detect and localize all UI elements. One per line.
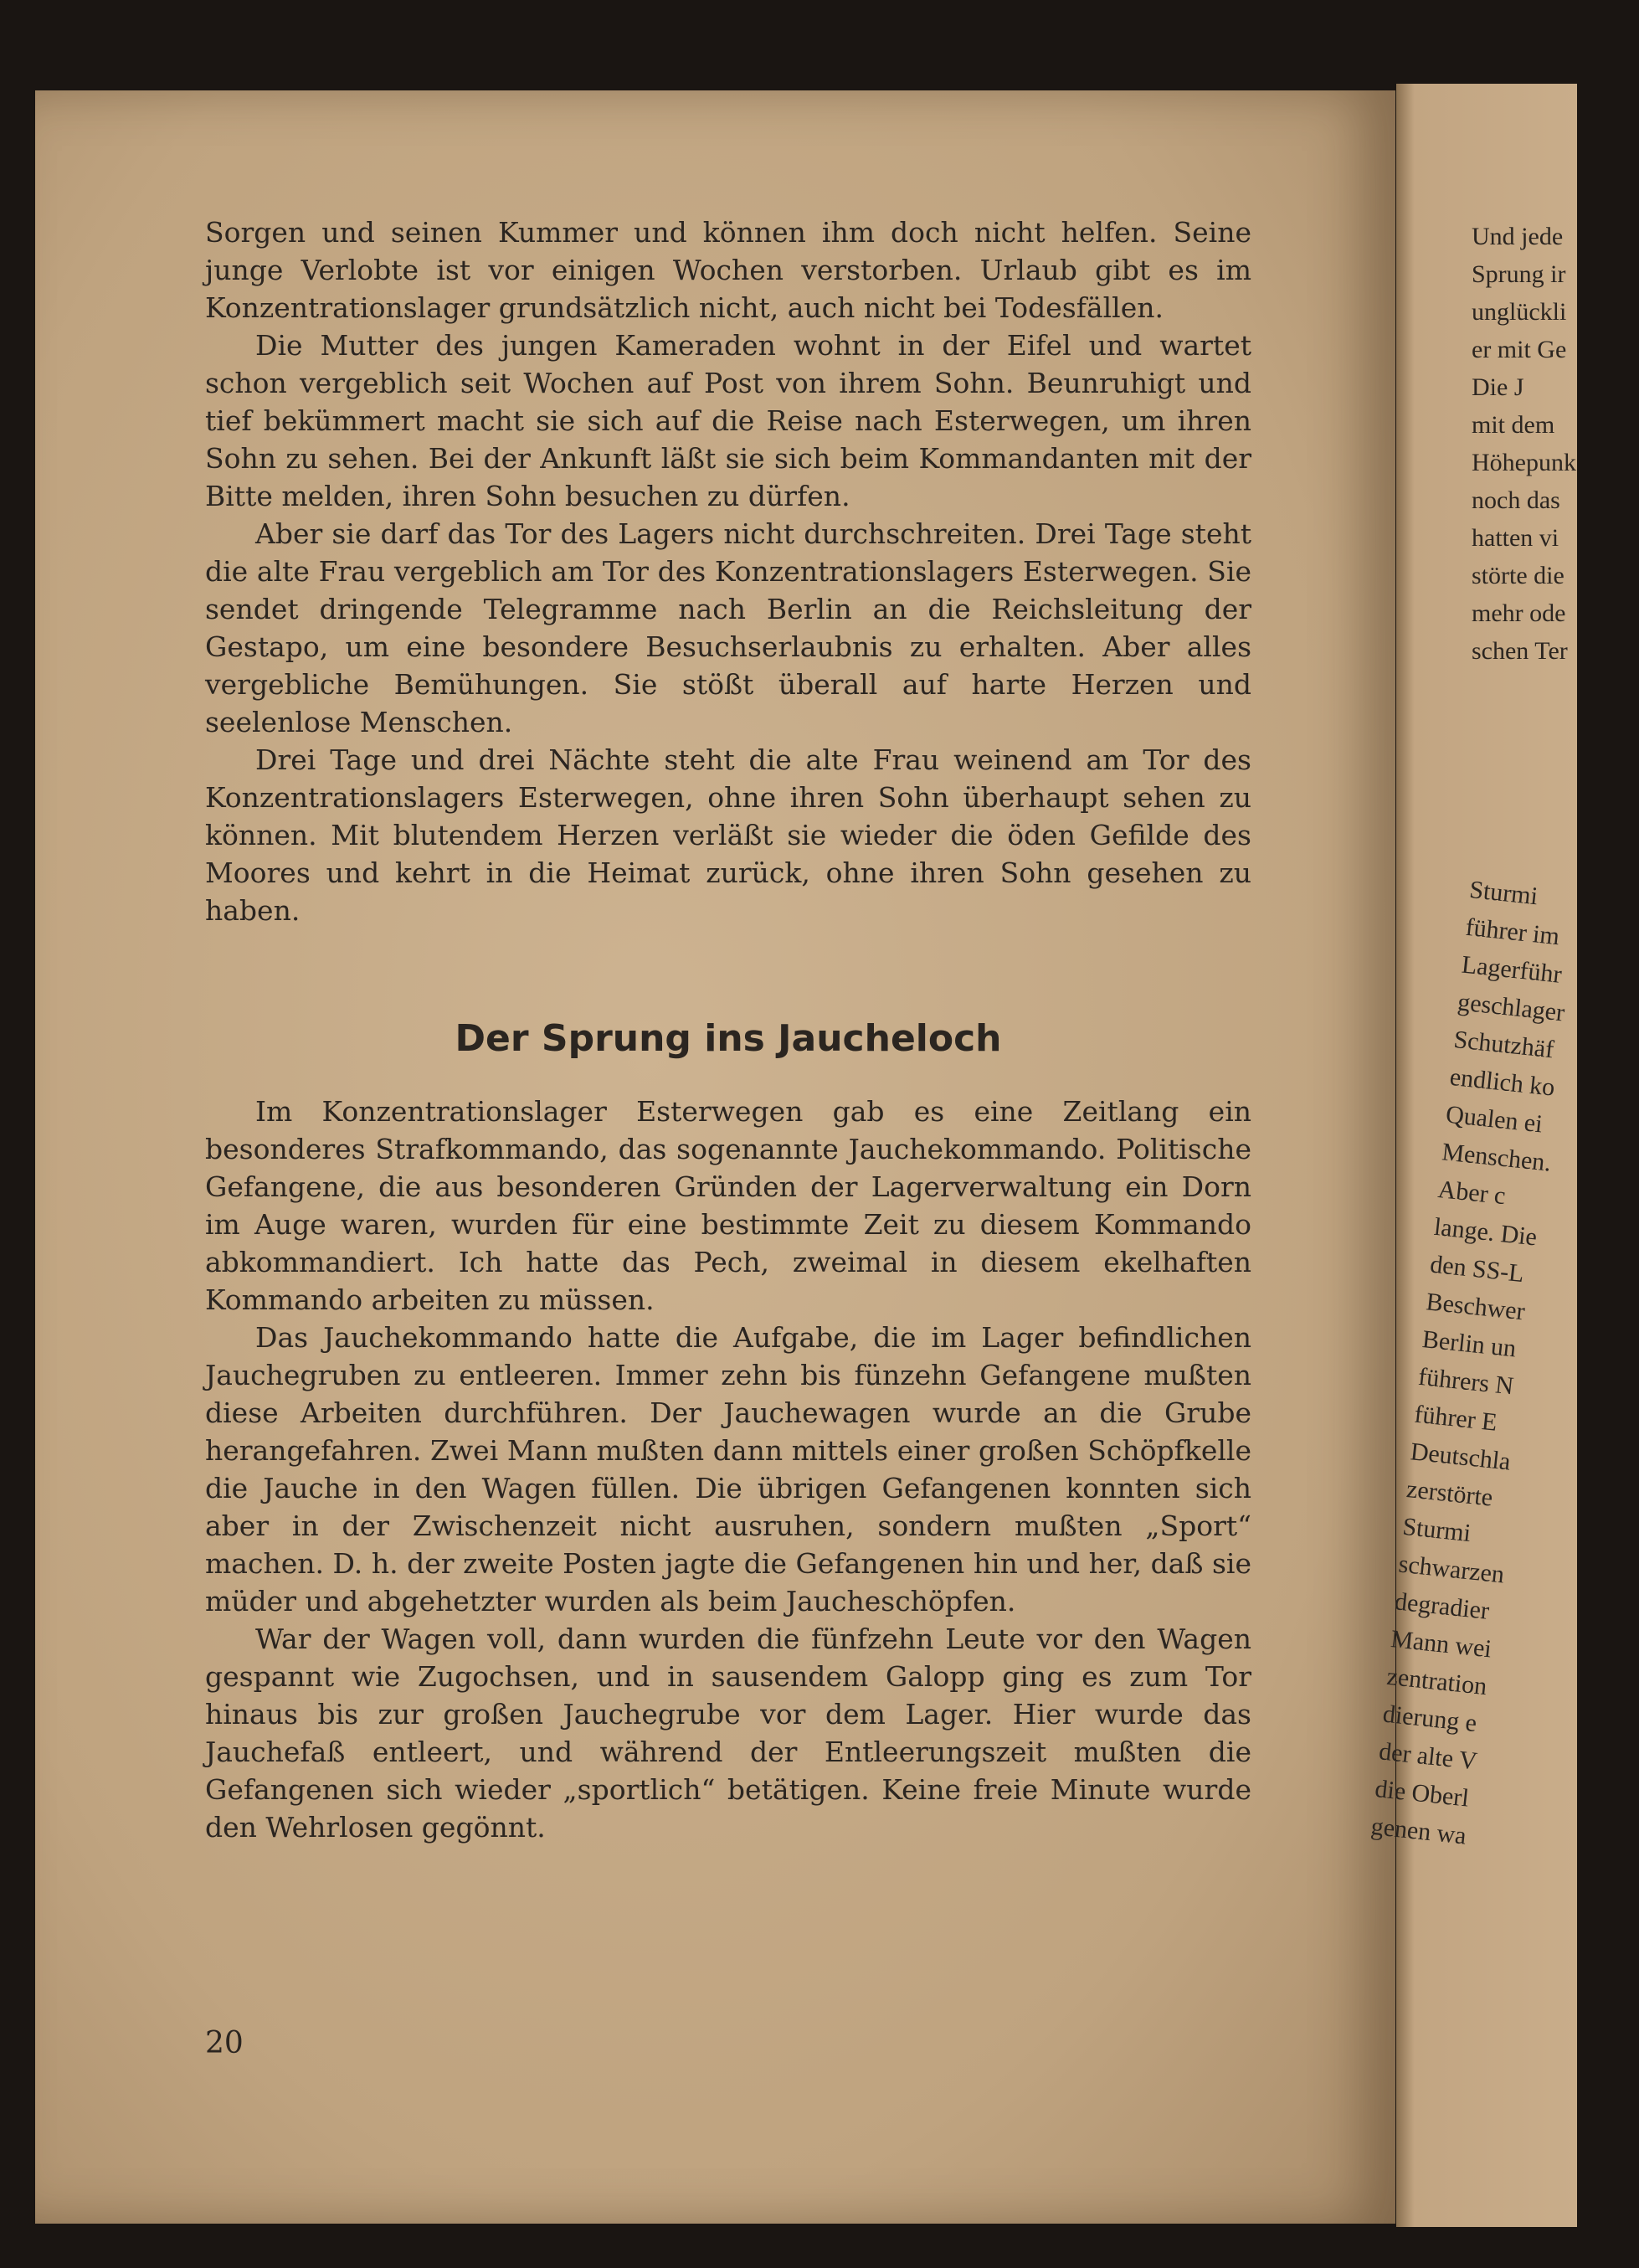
paragraph: Im Konzentrationslager Esterwegen gab es eine Zeitlang ein besonderes Strafkommando, das sogenannte Jauchekommando. Politische Gefangene, die aus besonderen Gründen der Lagerverwaltung ein Dorn im Auge waren, wurden für eine bestimmte Zeit zu diesem Kommando abkommandiert. Ich hatte das Pech, zweimal in diesem ekelhaften Kommando arbeiten zu müssen. bbox=[205, 1095, 1251, 1316]
right-page-line: den SS-L bbox=[1428, 1250, 1526, 1288]
right-page bbox=[1369, 84, 1577, 2227]
right-page-line: endlich ko bbox=[1448, 1062, 1556, 1102]
right-page-line: noch das bbox=[1472, 486, 1560, 514]
right-page-line: degradier bbox=[1393, 1587, 1491, 1625]
right-page-line: führer E bbox=[1413, 1400, 1499, 1437]
right-page-line: unglückli bbox=[1472, 298, 1567, 326]
right-page-line: Mann wei bbox=[1389, 1625, 1493, 1664]
right-page-line: Sturmi bbox=[1467, 875, 1539, 911]
right-page-line: Lagerführ bbox=[1460, 950, 1564, 989]
section-heading: Der Sprung ins Jaucheloch bbox=[455, 1017, 1002, 1060]
paragraph: Drei Tage und drei Nächte steht die alte Frau weinend am Tor des Konzentrationslagers Esterwegen, ohne ihren Sohn überhaupt sehen zu können. Mit blutendem Herzen verläßt sie wieder die öden Gefilde des Moores und kehrt in die Heimat zurück, ohne ihren Sohn gesehen zu haben. bbox=[205, 743, 1251, 927]
right-page-line: Menschen. bbox=[1440, 1138, 1553, 1177]
right-page-line: der alte V bbox=[1377, 1737, 1479, 1776]
right-page-line: Höhepunk bbox=[1472, 449, 1576, 476]
right-page-line: Deutschla bbox=[1409, 1437, 1513, 1476]
right-page-line: schwarzen bbox=[1397, 1550, 1506, 1589]
right-page-line: geschlager bbox=[1456, 988, 1566, 1027]
right-page-line: die Oberl bbox=[1374, 1775, 1471, 1813]
right-page-line: Aber c bbox=[1436, 1175, 1508, 1211]
right-page-line: Und jede bbox=[1472, 223, 1564, 250]
right-page-line: Beschwer bbox=[1425, 1288, 1527, 1326]
paragraph: Die Mutter des jungen Kameraden wohnt in der Eifel und wartet schon vergeblich seit Wochen auf Post von ihrem Sohn. Beunruhigt und tief bekümmert macht sie sich auf die Reise nach Esterwegen, um ihren Sohn zu sehen. Bei der Ankunft läßt sie sich beim Kommandanten mit der Bitte melden, ihren Sohn besuchen zu dürfen. bbox=[205, 329, 1251, 512]
right-page-line: Sturmi bbox=[1400, 1512, 1472, 1548]
right-page-line: führers N bbox=[1416, 1362, 1515, 1401]
right-page-line: Sprung ir bbox=[1472, 260, 1566, 288]
right-page-line: Berlin un bbox=[1421, 1325, 1518, 1363]
right-page-line: er mit Ge bbox=[1472, 336, 1567, 363]
right-page-line: Qualen ei bbox=[1444, 1100, 1544, 1139]
page-number: 20 bbox=[205, 2026, 244, 2060]
right-page-line: schen Ter bbox=[1472, 637, 1568, 665]
right-page-line: Die J bbox=[1472, 373, 1524, 401]
right-page-top-text bbox=[1472, 218, 1639, 670]
right-page-line: Schutzhäf bbox=[1452, 1025, 1555, 1064]
paragraph: War der Wagen voll, dann wurden die fünfzehn Leute vor den Wagen gespannt wie Zugochsen, und in sausendem Galopp ging es zum Tor hinaus bis zur großen Jauchegrube vor dem Lager. Hier wurde das Jauchefaß entleert, und während der Entleerungszeit mußten die Gefangenen sich wieder „sportlich“ betätigen. Keine freie Minute wurde den Wehrlosen gegönnt. bbox=[205, 1623, 1251, 1844]
paragraph: Sorgen und seinen Kummer und können ihm doch nicht helfen. Seine junge Verlobte ist vor einigen Wochen verstorben. Urlaub gibt es im Konzentrationslager grundsätzlich nicht, auch nicht bei Todesfällen. bbox=[205, 216, 1251, 324]
right-page-line: dierung e bbox=[1381, 1700, 1478, 1738]
right-page-line: genen wa bbox=[1369, 1812, 1468, 1850]
right-page-line: störte die bbox=[1472, 562, 1564, 589]
right-page-line: mit dem bbox=[1472, 411, 1555, 439]
right-page-line: hatten vi bbox=[1472, 524, 1559, 552]
paragraph: Das Jauchekommando hatte die Aufgabe, die im Lager befindlichen Jauchegruben zu entleeren. Immer zehn bis fünzehn Gefangene mußten diese Arbeiten durchführen. Der Jauchewagen wurde an die Grube herangefahren. Zwei Mann mußten dann mittels einer großen Schöpfkelle die Jauche in den Wagen füllen. Die übrigen Gefangenen konnten sich aber in der Zwischenzeit nicht ausruhen, sondern mußten „Sport“ machen. D. h. der zweite Posten jagte die Gefangenen hin und her, daß sie müder und abgehetzter wurden als beim Jaucheschöpfen. bbox=[205, 1321, 1251, 1617]
right-page-line: lange. Die bbox=[1432, 1212, 1539, 1252]
right-page-line: zerstörte bbox=[1405, 1475, 1494, 1512]
right-page-line: mehr ode bbox=[1472, 599, 1566, 627]
right-page-line: zentration bbox=[1385, 1662, 1488, 1701]
paragraph: Aber sie darf das Tor des Lagers nicht durchschreiten. Drei Tage steht die alte Frau vergeblich am Tor des Konzentrationslagers Esterwegen. Sie sendet dringende Telegramme nach Berlin an die Reichsleitung der Gestapo, um eine besondere Besuchserlaubnis zu erhalten. Aber alles vergebliche Bemühungen. Sie stößt überall auf harte Herzen und seelenlose Menschen. bbox=[205, 517, 1251, 738]
main-text bbox=[205, 213, 1251, 1846]
right-page-bottom-text bbox=[1369, 871, 1638, 1862]
right-page-line: führer im bbox=[1464, 913, 1561, 951]
